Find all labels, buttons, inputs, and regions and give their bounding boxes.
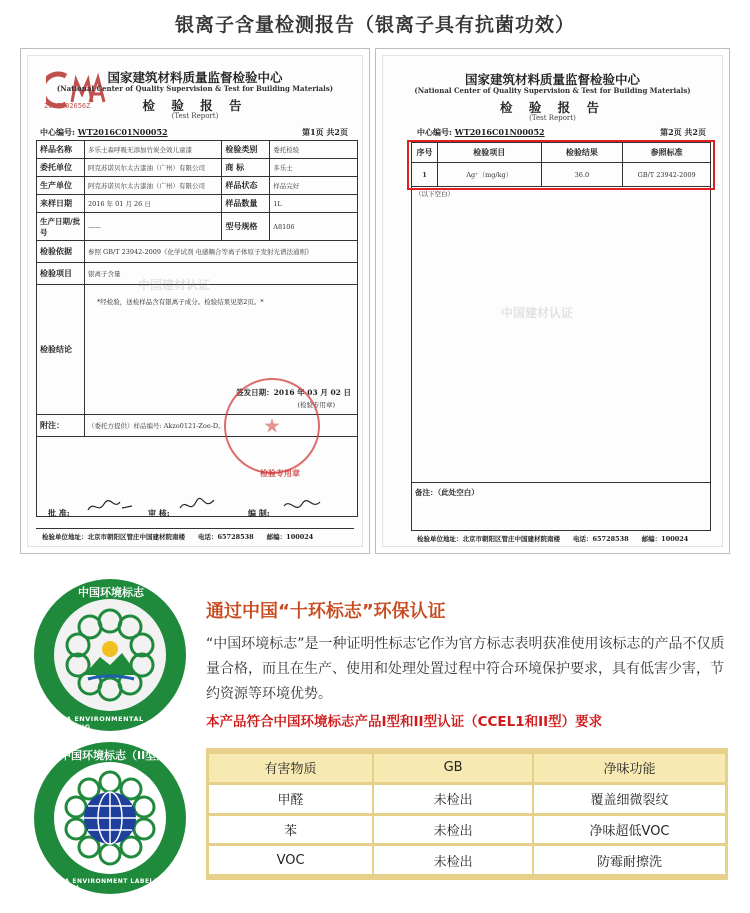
label-date: 来样日期 (37, 195, 85, 213)
value-brand: 多乐士 (270, 159, 358, 177)
eco-compliance-note: 本产品符合中国环境标志产品I型和II型认证（CCEL1和II型）要求 (206, 714, 603, 730)
cell-gb: 未检出 (374, 816, 534, 844)
report-form-table (36, 140, 358, 517)
empty-area (412, 187, 711, 483)
header-substance: 有害物质 (209, 754, 374, 782)
summary-table (209, 751, 725, 877)
center-number (40, 127, 168, 138)
label-qty: 样品数量 (222, 195, 270, 213)
label-brand: 商 标 (222, 159, 270, 177)
harmful-substance-table (206, 748, 728, 880)
label-note: 附注： (37, 415, 85, 437)
cell-gb: 未检出 (374, 785, 534, 813)
value-date: 2016 年 01 月 26 日 (84, 195, 221, 213)
sign-approve: 批 准: (48, 508, 70, 518)
label-item: 检验项目 (37, 263, 85, 285)
signature-approve-icon (86, 496, 136, 516)
watermark: 中国建材认证 (501, 306, 574, 320)
logo-bottom-label: CHINA ENVIRONMENTAL LABELLING (46, 715, 144, 731)
report-title-en: (Test Report) (171, 112, 219, 120)
value-state: 样品完好 (270, 177, 358, 195)
label-basis: 检验依据 (37, 241, 85, 263)
center-number-value: WT2016C01N00052 (454, 127, 545, 137)
value-conclusion: *经检验，送检样品含有银离子成分。检验结果见第2页。* (96, 298, 264, 306)
row-no: 1 (412, 163, 438, 187)
highlight-box (407, 140, 715, 190)
logo-inner (54, 599, 166, 711)
inspection-seal (224, 378, 320, 474)
value-item: 银离子含量 (84, 263, 357, 285)
center-number-label: 中心编号: (417, 127, 452, 137)
value-batch: —— (84, 213, 221, 241)
report-paper (382, 55, 723, 547)
footer-divider (411, 530, 708, 531)
logo-inner (54, 762, 166, 874)
report-title: 检 验 报 告 (142, 98, 248, 113)
value-model: A8106 (270, 213, 358, 241)
header-result: 检验结果 (541, 143, 623, 163)
issue-date: 签发日期：2016 年 03 月 02 日 (236, 388, 351, 397)
cell-gb: 未检出 (374, 846, 534, 874)
table-row (209, 846, 725, 874)
center-number-label: 中心编号: (40, 127, 75, 137)
table-header-row (209, 754, 725, 782)
value-check-type: 委托检验 (270, 141, 358, 159)
header-no: 序号 (412, 143, 438, 163)
page-title: 银离子含量检测报告（银离子具有抗菌功效） (174, 14, 575, 36)
center-number-value: WT2016C01N00052 (77, 127, 168, 137)
value-qty: 1L (270, 195, 358, 213)
logo-bottom-label: CHINA ENVIRONMENT LABELLING (TYPE II) (46, 878, 172, 892)
cma-code: 2015002656Z (44, 102, 91, 110)
page-number: 第2页 共2页 (660, 127, 706, 137)
sign-review: 审 核: (148, 508, 170, 518)
empty-mark: （以下空白） (415, 190, 454, 198)
report-title-en: (Test Report) (529, 114, 576, 122)
watermark: 中国建材认证 (138, 278, 211, 292)
table-row (209, 785, 725, 813)
issue-seal-caption: (检验专用章) (297, 401, 335, 409)
results-table (411, 142, 711, 531)
org-name: 国家建筑材料质量监督检验中心 (464, 72, 640, 87)
org-name-en: (National Center of Quality Supervision & Test for Building Materials) (414, 86, 691, 95)
header-function: 净味功能 (534, 754, 725, 782)
cell-substance: VOC (209, 846, 374, 874)
ten-rings-icon (54, 599, 166, 711)
report-page-1 (20, 48, 370, 554)
org-name-en: (National Center of Quality Supervision & Test for Building Materials) (56, 84, 334, 93)
report-title: 检 验 报 告 (499, 100, 606, 115)
label-conclusion: 检验结论 (37, 285, 85, 415)
label-model: 型号规格 (222, 213, 270, 241)
page-number: 第1页 共2页 (302, 127, 348, 137)
value-conclusion-cell (84, 285, 357, 415)
label-client: 委托单位 (37, 159, 85, 177)
logo-top-label: 中国环境标志 (78, 586, 144, 599)
eco-section-title: 通过中国“十环标志”环保认证 (206, 601, 446, 622)
row-item: Ag⁺（mg/kg） (437, 163, 541, 187)
org-name: 国家建筑材料质量监督检验中心 (107, 70, 283, 85)
signature-edit-icon (282, 496, 322, 516)
globe-rings-icon (54, 762, 166, 874)
environmental-label-logo (34, 579, 186, 731)
value-client: 阿克苏诺贝尔太古漆油（广州）有限公司 (84, 159, 221, 177)
label-check-type: 检验类别 (222, 141, 270, 159)
table-row (209, 816, 725, 844)
footer-divider (36, 528, 354, 529)
value-note: （委托方提供）样品编号: Akzo0121-Zoe-D。 (84, 415, 357, 437)
label-state: 样品状态 (222, 177, 270, 195)
report-page-2 (375, 48, 730, 554)
remark: 备注：（此处空白） (412, 483, 711, 531)
environmental-label-type2-logo (34, 742, 186, 894)
footer-address: 检验单位地址：北京市朝阳区管庄中国建材院南楼 电话：65728538 邮编：100024 (42, 533, 314, 541)
logo-top-label: 中国环境标志（II型） (60, 749, 168, 762)
footer-address: 检验单位地址：北京市朝阳区管庄中国建材院南楼 电话：65728538 邮编：100024 (417, 535, 689, 543)
eco-description: “中国环境标志”是一种证明性标志它作为官方标志表明获准使用该标志的产品不仅质量合格，而且在生产、使用和处理处置过程中符合环境保护要求，具有低害少害，节约资源等环境优势。 (206, 636, 725, 702)
value-sample-name: 多乐士森呼吸无添加竹炭全效儿童漆 (84, 141, 221, 159)
header-gb: GB (374, 754, 534, 782)
value-maker: 阿克苏诺贝尔太古漆油（广州）有限公司 (84, 177, 221, 195)
report-paper (27, 55, 363, 547)
cell-function: 净味超低VOC (534, 816, 725, 844)
sign-edit: 编 制: (248, 508, 270, 518)
row-result: 36.0 (541, 163, 623, 187)
signature-review-icon (178, 496, 218, 516)
label-maker: 生产单位 (37, 177, 85, 195)
cell-substance: 苯 (209, 816, 374, 844)
value-basis: 参照 GB/T 23942-2009《化学试剂 电感耦合等离子体原子发射光谱法通则》 (84, 241, 357, 263)
label-batch: 生产日期/批号 (37, 213, 85, 241)
cell-function: 防霉耐擦洗 (534, 846, 725, 874)
cell-substance: 甲醛 (209, 785, 374, 813)
label-sample-name: 样品名称 (37, 141, 85, 159)
center-number (417, 127, 545, 138)
header-standard: 参照标准 (623, 143, 711, 163)
row-standard: GB/T 23942-2009 (623, 163, 711, 187)
header-item: 检验项目 (437, 143, 541, 163)
seal-caption: 检验专用章 (260, 468, 300, 478)
cell-function: 覆盖细微裂纹 (534, 785, 725, 813)
